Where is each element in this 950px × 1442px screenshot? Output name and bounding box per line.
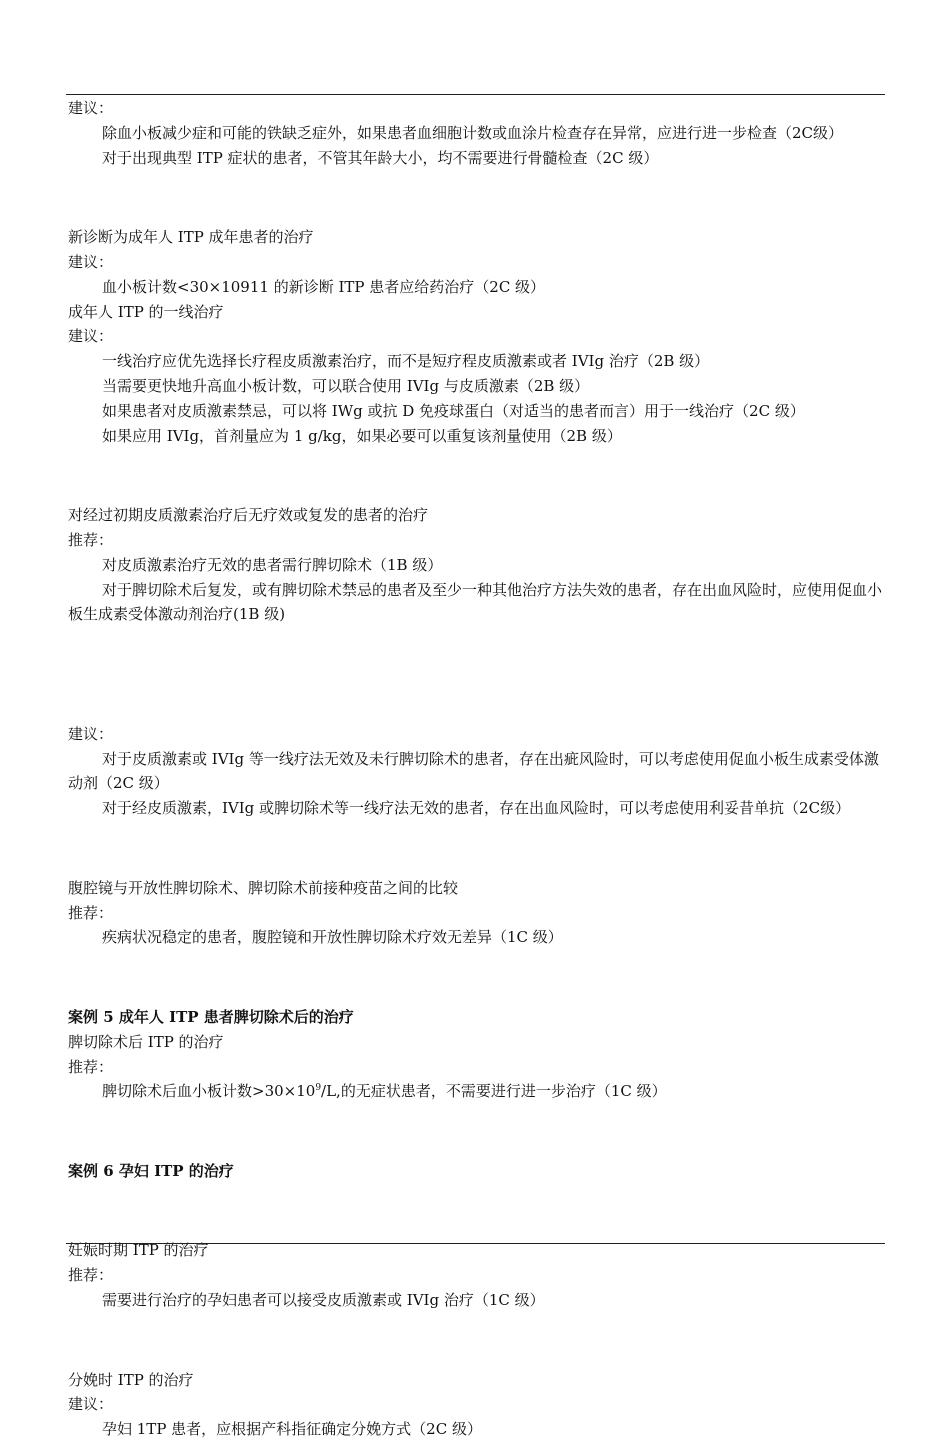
recommendation-item: 当需要更快地升高血小板计数，可以联合使用 IVIg 与皮质激素（2B 级） bbox=[102, 376, 590, 395]
spacer bbox=[68, 185, 883, 210]
recommendation-item: 一线治疗应优先选择长疗程皮质激素治疗，而不是短疗程皮质激素或者 IVIg 治疗（2B 级） bbox=[102, 352, 710, 371]
recommendation-item: 对于经皮质激素，IVIg 或脾切除术等一线疗法无效的患者，存在出血风险时，可以考虑使用利妥昔单抗（2C级） bbox=[102, 799, 851, 818]
spacer bbox=[68, 682, 883, 707]
recommendation-item bbox=[68, 1079, 883, 1104]
spacer bbox=[68, 1119, 883, 1144]
spacer bbox=[68, 642, 883, 667]
section-line: 新诊断为成年人 ITP 成年患者的治疗 bbox=[68, 228, 314, 247]
recommendation-item: 如果应用 IVIg，首剂量应为 1 g/kg，如果必要可以重复该剂量使用（2B 级） bbox=[102, 426, 622, 445]
recommendation-item: 血小板计数<30×10911 的新诊断 ITP 患者应给药治疗（2C 级） bbox=[102, 277, 546, 296]
section-line: 对经过初期皮质激素治疗后无疗效或复发的患者的治疗 bbox=[68, 506, 429, 525]
section-line: 建议： bbox=[68, 99, 114, 117]
text-span: 脾切除术后血小板计数>30×10 bbox=[102, 1082, 316, 1101]
section-line: 建议： bbox=[68, 724, 114, 743]
document-body bbox=[68, 96, 883, 1442]
section-line: 推荐： bbox=[68, 530, 114, 549]
section-line: 成年人 ITP 的一线治疗 bbox=[68, 302, 224, 321]
bottom-rule bbox=[66, 1243, 885, 1244]
top-rule bbox=[66, 94, 885, 95]
recommendation-item: 对于出现典型 ITP 症状的患者，不管其年龄大小，均不需要进行骨髓检查（2C 级） bbox=[102, 148, 659, 167]
section-line: 脾切除术后 ITP 的治疗 bbox=[68, 1032, 224, 1051]
spacer bbox=[68, 1328, 883, 1353]
recommendation-item: 除血小板减少症和可能的铁缺乏症外，如果患者血细胞计数或血涂片检查存在异常，应进行进一步检查（2C级） bbox=[102, 123, 844, 142]
spacer bbox=[68, 463, 883, 488]
case-heading: 案例 6 孕妇 ITP 的治疗 bbox=[68, 1161, 234, 1180]
text-span: /L,的无症状患者，不需要进行进一步治疗（1C 级） bbox=[321, 1082, 667, 1101]
recommendation-item: 疾病状况稳定的患者，腹腔镜和开放性脾切除术疗效无差异（1C 级） bbox=[102, 928, 563, 947]
recommendation-item: 对皮质激素治疗无效的患者需行脾切除术（1B 级） bbox=[102, 555, 443, 574]
spacer bbox=[68, 965, 883, 990]
case-heading: 案例 5 成年人 ITP 患者脾切除术后的治疗 bbox=[68, 1007, 354, 1026]
recommendation-item: 对于皮质激素或 IVIg 等一线疗法无效及未行脾切除术的患者，存在出疵风险时，可以考虑使用促血小板生成素受体激动剂（2C 级） bbox=[68, 749, 879, 793]
section-line: 妊娠时期 ITP 的治疗 bbox=[68, 1241, 209, 1260]
section-line: 建议： bbox=[68, 1395, 114, 1414]
spacer bbox=[68, 836, 883, 861]
recommendation-item: 需要进行治疗的孕妇患者可以接受皮质激素或 IVIg 治疗（1C 级） bbox=[102, 1291, 545, 1310]
section-line: 腹腔镜与开放性脾切除术、脾切除术前接种疫苗之间的比较 bbox=[68, 878, 459, 897]
section-line: 分娩时 ITP 的治疗 bbox=[68, 1370, 194, 1389]
recommendation-item: 孕妇 1TP 患者，应根据产科指征确定分娩方式（2C 级） bbox=[102, 1420, 482, 1439]
recommendation-item: 对于脾切除术后复发，或有脾切除术禁忌的患者及至少一种其他治疗方法失效的患者，存在出血风险时，应使用促血小板生成素受体激动剂治疗(1B 级) bbox=[68, 580, 883, 624]
recommendation-item: 如果患者对皮质激素禁忌，可以将 IWg 或抗 D 免疫球蛋白（对适当的患者而言）用于一线治疗（2C 级） bbox=[102, 401, 805, 420]
section-line: 推荐： bbox=[68, 903, 114, 922]
section-line: 建议： bbox=[68, 327, 114, 346]
section-line: 推荐： bbox=[68, 1057, 114, 1076]
section-line: 推荐： bbox=[68, 1266, 114, 1285]
spacer bbox=[68, 1199, 883, 1224]
section-line: 建议： bbox=[68, 252, 114, 271]
superscript: 9 bbox=[315, 1083, 322, 1094]
